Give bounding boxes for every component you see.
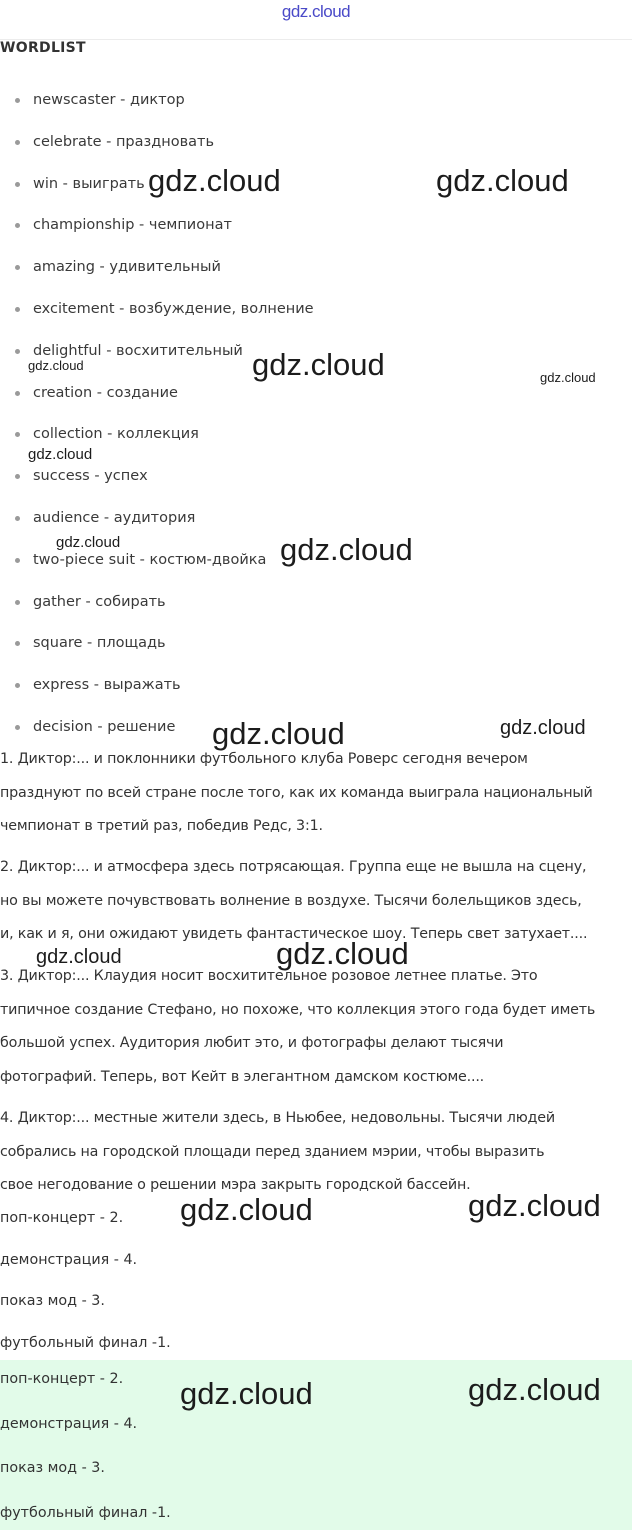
watermark: gdz.cloud	[540, 370, 596, 385]
watermark: gdz.cloud	[180, 1192, 313, 1227]
bullet-icon	[15, 182, 20, 187]
watermark: gdz.cloud	[500, 717, 586, 739]
watermark: gdz.cloud	[212, 716, 345, 751]
answer-line: поп-концерт - 2.	[0, 1210, 124, 1226]
transcript-paragraph-4: 4. Диктор:... местные жители здесь, в Ньюбее, недовольны. Тысячи людей собрались на городской площади перед зданием мэрии, чтобы выразить свое негодование о решении мэра закрыть городской бассейн.	[0, 1110, 555, 1194]
wordlist	[0, 79, 632, 748]
watermark: gdz.cloud	[56, 534, 121, 551]
watermark: gdz.cloud	[28, 446, 93, 463]
answer-line: поп-концерт - 2.	[0, 1371, 124, 1387]
watermark: gdz.cloud	[180, 1376, 313, 1411]
answers-list	[0, 1198, 632, 1364]
watermark: gdz.cloud	[252, 347, 385, 382]
answer-line: футбольный финал -1.	[0, 1504, 171, 1521]
answer-line: футбольный финал -1.	[0, 1334, 171, 1351]
list-item: express - выражать	[0, 664, 632, 706]
list-item: celebrate - праздновать	[0, 121, 632, 163]
bullet-icon	[15, 516, 20, 521]
watermark: gdz.cloud	[276, 936, 409, 971]
answer-line: демонстрация - 4.	[0, 1251, 138, 1268]
header-divider	[0, 39, 632, 40]
list-item: creation - создание	[0, 372, 632, 414]
transcript-paragraph-2: 2. Диктор:... и атмосфера здесь потрясающая. Группа еще не вышла на сцену, но вы можете почувствовать волнение в воздухе. Тысячи болельщиков здесь, и, как и я, они ожидают увидеть фантастическое шоу. Теперь свет затухает....	[0, 859, 588, 943]
transcript-paragraph-3: 3. Диктор:... Клаудия носит восхитительное розовое летнее платье. Это типичное создание Стефано, но похоже, что коллекция этого года будет иметь большой успех. Аудитория любит это, и фотографы делают тысячи фотографий. Теперь, вот Кейт в элегантном дамском костюме....	[0, 968, 596, 1086]
answer-line: показ мод - 3.	[0, 1293, 105, 1309]
bullet-icon	[15, 725, 20, 730]
site-logo[interactable]: gdz.cloud	[281, 2, 351, 21]
list-item: win - выиграть	[0, 163, 632, 205]
watermark: gdz.cloud	[28, 358, 84, 373]
bullet-icon	[15, 432, 20, 437]
bullet-icon	[15, 307, 20, 312]
list-item: collection - коллекция	[0, 413, 632, 455]
watermark: gdz.cloud	[436, 163, 569, 198]
list-item: success - успех	[0, 455, 632, 497]
list-item: gather - собирать	[0, 581, 632, 623]
watermark: gdz.cloud	[36, 946, 122, 968]
list-item: two-piece suit - костюм-двойка	[0, 539, 632, 581]
list-item: amazing - удивительный	[0, 246, 632, 288]
list-item: delightful - восхитительный	[0, 330, 632, 372]
answer-line: демонстрация - 4.	[0, 1415, 138, 1432]
list-item: championship - чемпионат	[0, 204, 632, 246]
bullet-icon	[15, 349, 20, 354]
answer-line: показ мод - 3.	[0, 1460, 105, 1477]
watermark: gdz.cloud	[468, 1372, 601, 1407]
watermark: gdz.cloud	[148, 163, 281, 198]
bullet-icon	[15, 265, 20, 270]
bullet-icon	[15, 223, 20, 228]
bullet-icon	[15, 391, 20, 396]
bullet-icon	[15, 683, 20, 688]
bullet-icon	[15, 600, 20, 605]
watermark: gdz.cloud	[468, 1188, 601, 1223]
transcript-paragraph-1: 1. Диктор:... и поклонники футбольного клуба Роверс сегодня вечером празднуют по всей стране после того, как их команда выиграла национальный чемпионат в третий раз, победив Редс, 3:1.	[0, 751, 593, 835]
answers-highlight-box	[0, 1360, 632, 1530]
wordlist-title: WORDLIST	[0, 40, 86, 56]
bullet-icon	[15, 140, 20, 145]
list-item: audience - аудитория	[0, 497, 632, 539]
bullet-icon	[15, 641, 20, 646]
bullet-icon	[15, 558, 20, 563]
list-item: square - площадь	[0, 622, 632, 664]
watermark: gdz.cloud	[280, 532, 413, 567]
list-item: newscaster - диктор	[0, 79, 632, 121]
bullet-icon	[15, 98, 20, 103]
list-item: excitement - возбуждение, волнение	[0, 288, 632, 330]
list-item: decision - решение	[0, 706, 632, 748]
bullet-icon	[15, 474, 20, 479]
